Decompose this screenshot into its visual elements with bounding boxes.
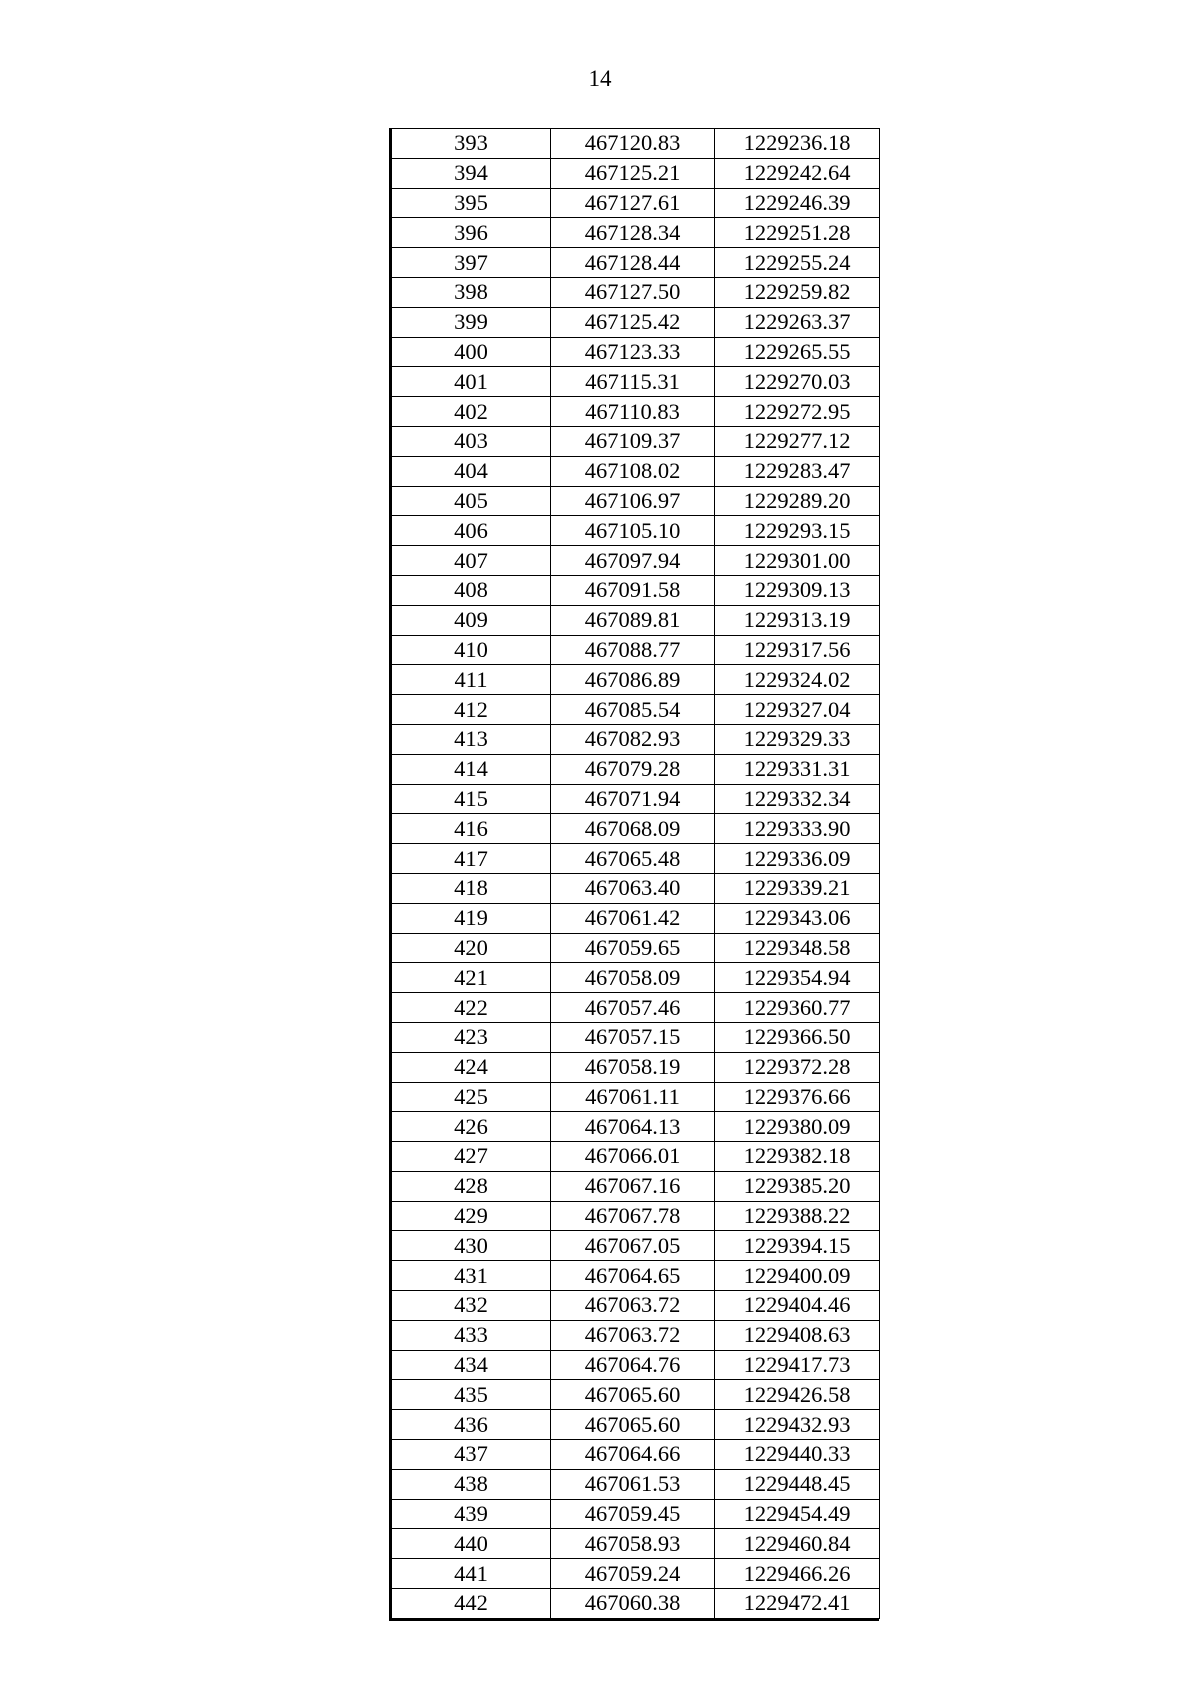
x-coordinate-cell: 467082.93 [551, 724, 715, 754]
table-row [392, 784, 880, 814]
point-number-cell: 428 [392, 1171, 551, 1201]
point-number-cell: 412 [392, 695, 551, 725]
x-coordinate-cell: 467128.34 [551, 218, 715, 248]
table-row [392, 218, 880, 248]
table-row [392, 426, 880, 456]
table-row [392, 635, 880, 665]
point-number-cell: 410 [392, 635, 551, 665]
point-number-cell: 415 [392, 784, 551, 814]
y-coordinate-cell: 1229440.33 [715, 1440, 880, 1470]
point-number-cell: 403 [392, 426, 551, 456]
coordinates-table-body [392, 129, 880, 1619]
point-number-cell: 417 [392, 844, 551, 874]
page-number: 14 [588, 66, 612, 91]
coordinates-table [391, 128, 880, 1619]
table-row [392, 1052, 880, 1082]
table-row [392, 397, 880, 427]
y-coordinate-cell: 1229360.77 [715, 993, 880, 1023]
table-row [392, 1440, 880, 1470]
table-row [392, 1559, 880, 1589]
x-coordinate-cell: 467125.21 [551, 158, 715, 188]
table-row [392, 277, 880, 307]
point-number-cell: 434 [392, 1350, 551, 1380]
x-coordinate-cell: 467066.01 [551, 1142, 715, 1172]
table-row [392, 158, 880, 188]
y-coordinate-cell: 1229324.02 [715, 665, 880, 695]
point-number-cell: 437 [392, 1440, 551, 1470]
table-row [392, 814, 880, 844]
point-number-cell: 396 [392, 218, 551, 248]
y-coordinate-cell: 1229242.64 [715, 158, 880, 188]
y-coordinate-cell: 1229376.66 [715, 1082, 880, 1112]
x-coordinate-cell: 467125.42 [551, 307, 715, 337]
table-row [392, 1142, 880, 1172]
table-row [392, 486, 880, 516]
x-coordinate-cell: 467109.37 [551, 426, 715, 456]
table-row [392, 665, 880, 695]
y-coordinate-cell: 1229277.12 [715, 426, 880, 456]
table-row [392, 188, 880, 218]
point-number-cell: 433 [392, 1320, 551, 1350]
point-number-cell: 413 [392, 724, 551, 754]
y-coordinate-cell: 1229466.26 [715, 1559, 880, 1589]
x-coordinate-cell: 467057.15 [551, 1022, 715, 1052]
y-coordinate-cell: 1229289.20 [715, 486, 880, 516]
x-coordinate-cell: 467061.53 [551, 1469, 715, 1499]
x-coordinate-cell: 467063.40 [551, 873, 715, 903]
table-row [392, 1499, 880, 1529]
x-coordinate-cell: 467086.89 [551, 665, 715, 695]
table-row [392, 1589, 880, 1619]
table-row [392, 248, 880, 278]
y-coordinate-cell: 1229343.06 [715, 903, 880, 933]
y-coordinate-cell: 1229283.47 [715, 456, 880, 486]
point-number-cell: 394 [392, 158, 551, 188]
table-row [392, 1022, 880, 1052]
point-number-cell: 426 [392, 1112, 551, 1142]
table-row [392, 1261, 880, 1291]
table-row [392, 993, 880, 1023]
table-row [392, 1231, 880, 1261]
y-coordinate-cell: 1229293.15 [715, 516, 880, 546]
table-row [392, 844, 880, 874]
table-row [392, 873, 880, 903]
table-row [392, 754, 880, 784]
point-number-cell: 393 [392, 129, 551, 159]
y-coordinate-cell: 1229259.82 [715, 277, 880, 307]
table-row [392, 1410, 880, 1440]
point-number-cell: 441 [392, 1559, 551, 1589]
y-coordinate-cell: 1229432.93 [715, 1410, 880, 1440]
x-coordinate-cell: 467108.02 [551, 456, 715, 486]
table-row [392, 1112, 880, 1142]
table-row [392, 1171, 880, 1201]
point-number-cell: 439 [392, 1499, 551, 1529]
point-number-cell: 420 [392, 933, 551, 963]
y-coordinate-cell: 1229380.09 [715, 1112, 880, 1142]
x-coordinate-cell: 467067.78 [551, 1201, 715, 1231]
point-number-cell: 438 [392, 1469, 551, 1499]
table-row [392, 605, 880, 635]
y-coordinate-cell: 1229366.50 [715, 1022, 880, 1052]
x-coordinate-cell: 467091.58 [551, 575, 715, 605]
x-coordinate-cell: 467067.16 [551, 1171, 715, 1201]
point-number-cell: 422 [392, 993, 551, 1023]
x-coordinate-cell: 467115.31 [551, 367, 715, 397]
x-coordinate-cell: 467063.72 [551, 1320, 715, 1350]
y-coordinate-cell: 1229400.09 [715, 1261, 880, 1291]
table-row [392, 367, 880, 397]
point-number-cell: 427 [392, 1142, 551, 1172]
x-coordinate-cell: 467058.19 [551, 1052, 715, 1082]
table-row [392, 1201, 880, 1231]
y-coordinate-cell: 1229251.28 [715, 218, 880, 248]
x-coordinate-cell: 467106.97 [551, 486, 715, 516]
point-number-cell: 442 [392, 1589, 551, 1619]
point-number-cell: 404 [392, 456, 551, 486]
y-coordinate-cell: 1229265.55 [715, 337, 880, 367]
x-coordinate-cell: 467088.77 [551, 635, 715, 665]
x-coordinate-cell: 467059.65 [551, 933, 715, 963]
x-coordinate-cell: 467128.44 [551, 248, 715, 278]
y-coordinate-cell: 1229404.46 [715, 1291, 880, 1321]
point-number-cell: 432 [392, 1291, 551, 1321]
point-number-cell: 407 [392, 546, 551, 576]
y-coordinate-cell: 1229448.45 [715, 1469, 880, 1499]
point-number-cell: 409 [392, 605, 551, 635]
x-coordinate-cell: 467065.60 [551, 1410, 715, 1440]
y-coordinate-cell: 1229327.04 [715, 695, 880, 725]
x-coordinate-cell: 467079.28 [551, 754, 715, 784]
table-row [392, 307, 880, 337]
y-coordinate-cell: 1229272.95 [715, 397, 880, 427]
point-number-cell: 408 [392, 575, 551, 605]
x-coordinate-cell: 467065.60 [551, 1380, 715, 1410]
y-coordinate-cell: 1229301.00 [715, 546, 880, 576]
point-number-cell: 430 [392, 1231, 551, 1261]
x-coordinate-cell: 467097.94 [551, 546, 715, 576]
x-coordinate-cell: 467058.09 [551, 963, 715, 993]
x-coordinate-cell: 467061.11 [551, 1082, 715, 1112]
x-coordinate-cell: 467110.83 [551, 397, 715, 427]
table-row [392, 1291, 880, 1321]
point-number-cell: 436 [392, 1410, 551, 1440]
y-coordinate-cell: 1229348.58 [715, 933, 880, 963]
y-coordinate-cell: 1229336.09 [715, 844, 880, 874]
y-coordinate-cell: 1229317.56 [715, 635, 880, 665]
table-row [392, 1380, 880, 1410]
point-number-cell: 431 [392, 1261, 551, 1291]
x-coordinate-cell: 467085.54 [551, 695, 715, 725]
y-coordinate-cell: 1229263.37 [715, 307, 880, 337]
y-coordinate-cell: 1229385.20 [715, 1171, 880, 1201]
x-coordinate-cell: 467061.42 [551, 903, 715, 933]
x-coordinate-cell: 467105.10 [551, 516, 715, 546]
y-coordinate-cell: 1229388.22 [715, 1201, 880, 1231]
x-coordinate-cell: 467127.61 [551, 188, 715, 218]
point-number-cell: 423 [392, 1022, 551, 1052]
x-coordinate-cell: 467065.48 [551, 844, 715, 874]
y-coordinate-cell: 1229332.34 [715, 784, 880, 814]
y-coordinate-cell: 1229255.24 [715, 248, 880, 278]
x-coordinate-cell: 467064.76 [551, 1350, 715, 1380]
point-number-cell: 395 [392, 188, 551, 218]
y-coordinate-cell: 1229454.49 [715, 1499, 880, 1529]
y-coordinate-cell: 1229408.63 [715, 1320, 880, 1350]
y-coordinate-cell: 1229472.41 [715, 1589, 880, 1619]
y-coordinate-cell: 1229417.73 [715, 1350, 880, 1380]
table-row [392, 575, 880, 605]
point-number-cell: 440 [392, 1529, 551, 1559]
table-row [392, 1469, 880, 1499]
x-coordinate-cell: 467123.33 [551, 337, 715, 367]
table-row [392, 1350, 880, 1380]
coordinates-table-wrapper [389, 128, 879, 1621]
table-row [392, 129, 880, 159]
x-coordinate-cell: 467059.45 [551, 1499, 715, 1529]
point-number-cell: 435 [392, 1380, 551, 1410]
point-number-cell: 424 [392, 1052, 551, 1082]
y-coordinate-cell: 1229426.58 [715, 1380, 880, 1410]
table-row [392, 1082, 880, 1112]
point-number-cell: 418 [392, 873, 551, 903]
point-number-cell: 402 [392, 397, 551, 427]
y-coordinate-cell: 1229460.84 [715, 1529, 880, 1559]
point-number-cell: 398 [392, 277, 551, 307]
table-row [392, 1529, 880, 1559]
x-coordinate-cell: 467064.66 [551, 1440, 715, 1470]
x-coordinate-cell: 467063.72 [551, 1291, 715, 1321]
table-row [392, 337, 880, 367]
x-coordinate-cell: 467057.46 [551, 993, 715, 1023]
x-coordinate-cell: 467068.09 [551, 814, 715, 844]
y-coordinate-cell: 1229236.18 [715, 129, 880, 159]
y-coordinate-cell: 1229382.18 [715, 1142, 880, 1172]
table-row [392, 695, 880, 725]
point-number-cell: 399 [392, 307, 551, 337]
y-coordinate-cell: 1229339.21 [715, 873, 880, 903]
table-row [392, 1320, 880, 1350]
table-row [392, 724, 880, 754]
y-coordinate-cell: 1229333.90 [715, 814, 880, 844]
point-number-cell: 416 [392, 814, 551, 844]
y-coordinate-cell: 1229309.13 [715, 575, 880, 605]
y-coordinate-cell: 1229331.31 [715, 754, 880, 784]
x-coordinate-cell: 467059.24 [551, 1559, 715, 1589]
y-coordinate-cell: 1229354.94 [715, 963, 880, 993]
table-row [392, 456, 880, 486]
point-number-cell: 400 [392, 337, 551, 367]
x-coordinate-cell: 467127.50 [551, 277, 715, 307]
x-coordinate-cell: 467071.94 [551, 784, 715, 814]
x-coordinate-cell: 467064.13 [551, 1112, 715, 1142]
point-number-cell: 411 [392, 665, 551, 695]
x-coordinate-cell: 467067.05 [551, 1231, 715, 1261]
y-coordinate-cell: 1229394.15 [715, 1231, 880, 1261]
x-coordinate-cell: 467058.93 [551, 1529, 715, 1559]
y-coordinate-cell: 1229270.03 [715, 367, 880, 397]
y-coordinate-cell: 1229329.33 [715, 724, 880, 754]
point-number-cell: 401 [392, 367, 551, 397]
point-number-cell: 397 [392, 248, 551, 278]
table-row [392, 903, 880, 933]
x-coordinate-cell: 467120.83 [551, 129, 715, 159]
point-number-cell: 406 [392, 516, 551, 546]
table-row [392, 546, 880, 576]
point-number-cell: 421 [392, 963, 551, 993]
y-coordinate-cell: 1229313.19 [715, 605, 880, 635]
table-row [392, 933, 880, 963]
point-number-cell: 405 [392, 486, 551, 516]
point-number-cell: 419 [392, 903, 551, 933]
y-coordinate-cell: 1229246.39 [715, 188, 880, 218]
table-row [392, 963, 880, 993]
x-coordinate-cell: 467064.65 [551, 1261, 715, 1291]
point-number-cell: 414 [392, 754, 551, 784]
point-number-cell: 429 [392, 1201, 551, 1231]
point-number-cell: 425 [392, 1082, 551, 1112]
y-coordinate-cell: 1229372.28 [715, 1052, 880, 1082]
x-coordinate-cell: 467060.38 [551, 1589, 715, 1619]
x-coordinate-cell: 467089.81 [551, 605, 715, 635]
table-row [392, 516, 880, 546]
